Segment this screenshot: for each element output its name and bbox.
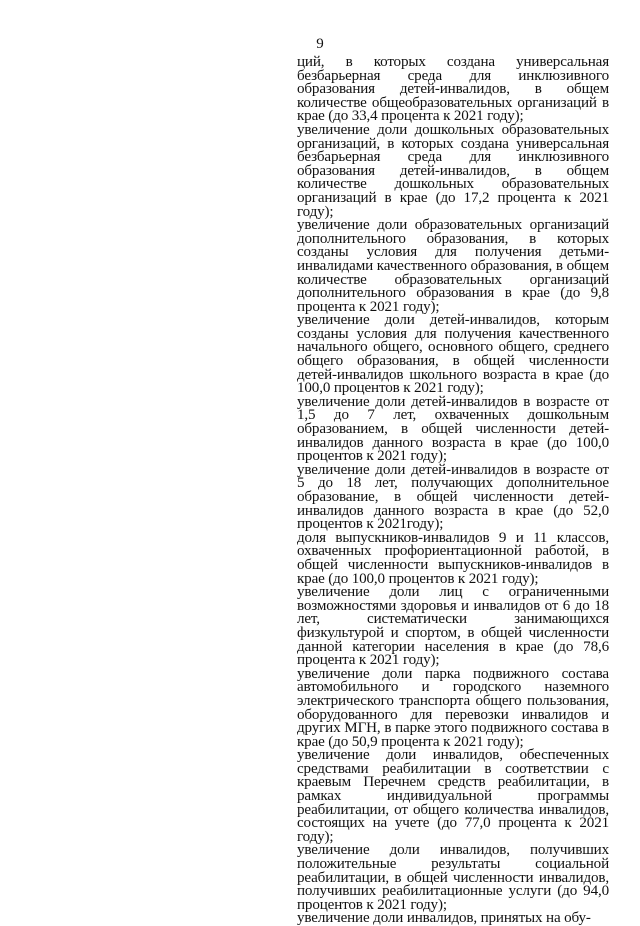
list-item: увеличение доли образовательных организаций дополнительного образования, в которых созданы условия для получения детьми-инвалидами качественного образования, в общем количестве образовательных организаций дополнительного образования в крае (до 9,8 процента к 2021 году); bbox=[297, 217, 609, 315]
text-column bbox=[297, 56, 609, 926]
list-item: увеличение доли детей-инвалидов, которым созданы условия для получения качественного начального общего, основного общего, среднего общего образования, в общей численности детей-инвалидов школьного возраста в крае (до 100,0 процентов к 2021 году); bbox=[297, 312, 609, 397]
list-item: увеличение доли инвалидов, получивших положительные результаты социальной реабилитации, в общей численности инвалидов, получивших реабилитационные услуги (до 94,0 процентов к 2021 году); bbox=[297, 842, 609, 913]
list-item: доля выпускников-инвалидов 9 и 11 классов, охваченных профориентационной работой, в общей численности выпускников-инвалидов в крае (до 100,0 процентов к 2021 году); bbox=[297, 529, 609, 587]
list-item: увеличение доли детей-инвалидов в возрасте от 5 до 18 лет, получающих дополнительное образование, в общей численности детей-инвалидов данного возраста в крае (до 52,0 процентов к 2021году); bbox=[297, 461, 609, 533]
list-item: увеличение доли лиц с ограниченными возможностями здоровья и инвалидов от 6 до 18 лет, систематически занимающихся физкультурой и спортом, в общей численности данной категории населения в крае (до 78,6 процента к 2021 году); bbox=[297, 584, 609, 669]
paragraph-continuation: ций, в которых создана универсальная безбарьерная среда для инклюзивного образования детей-инвалидов, в общем количестве общеобразовательных организаций в крае (до 33,4 процента к 2021 году); bbox=[297, 54, 609, 125]
list-item: увеличение доли дошкольных образовательных организаций, в которых создана универсальная безбарьерная среда для инклюзивного образования детей-инвалидов, в общем количестве дошкольных образовательных организаций в крае (до 17,2 процента к 2021 году); bbox=[297, 121, 609, 220]
list-item: увеличение доли парка подвижного состава автомобильного и городского наземного электрического транспорта общего пользования, оборудованного для перевозки инвалидов и других МГН, в парке этого подвижного состава в крае (до 50,9 процента к 2021 году); bbox=[297, 665, 609, 750]
list-item: увеличение доли инвалидов, обеспеченных средствами реабилитации в соответствии с краевым Перечнем средств реабилитации, в рамках индивидуальной программы реабилитации, от общего количества инвалидов, состоящих на учете (до 77,0 процента к 2021 году); bbox=[297, 747, 609, 845]
list-item-continued: увеличение доли инвалидов, принятых на обу- bbox=[297, 910, 591, 926]
list-item: увеличение доли детей-инвалидов в возрасте от 1,5 до 7 лет, охваченных дошкольным образованием, в общей численности детей-инвалидов данного возраста в крае (до 100,0 процентов к 2021 году); bbox=[297, 393, 609, 465]
page-number: 9 bbox=[316, 36, 324, 52]
